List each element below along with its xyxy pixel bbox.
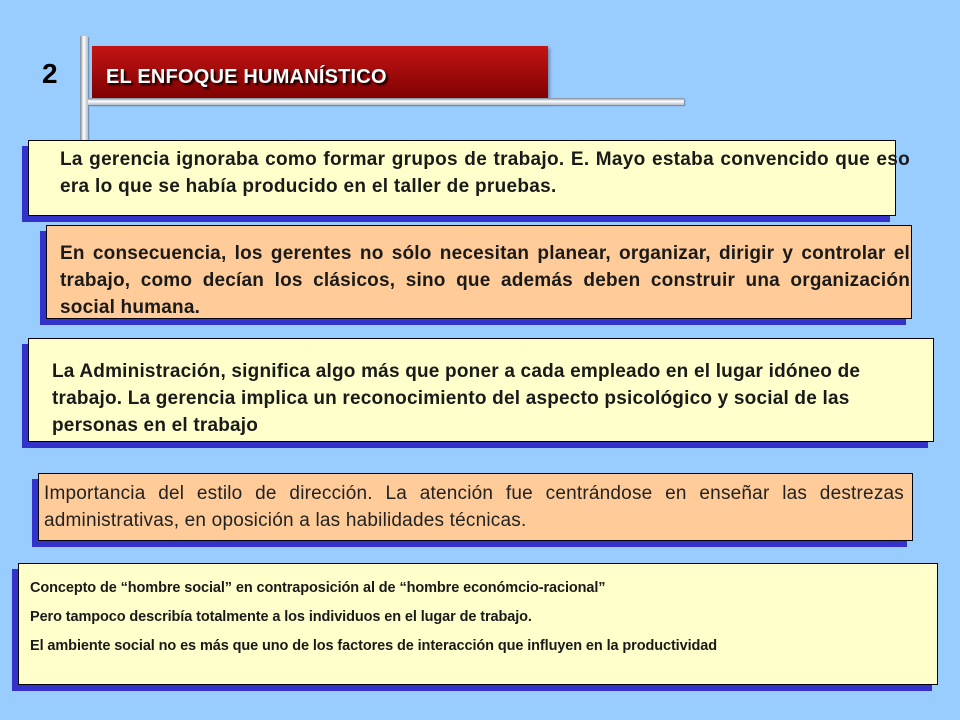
text-block-4: Importancia del estilo de dirección. La atención fue centrándose en enseñar las destrezas administrativas, en oposición a las habilidades técnicas. [44,483,904,531]
text-block-3: La Administración, significa algo más que poner a cada empleado en el lugar idóneo de trabajo. La gerencia implica un reconocimiento del aspecto psicológico y social de las personas en el trabajo [52,361,861,436]
bullet-item-3: El ambiente social no es más que uno de los factores de interacción que influyen en la productividad [30,638,717,654]
horizontal-bar [88,98,684,105]
text-block-2: En consecuencia, los gerentes no sólo necesitan planear, organizar, dirigir y controlar el trabajo, como decían los clásicos, sino que además deben construir una organización social humana. [60,243,910,318]
bullet-list [30,580,930,667]
bullet-item-1: Concepto de “hombre social” en contraposición al de “hombre económcio-racional” [30,580,606,596]
slide-title: EL ENFOQUE HUMANÍSTICO [106,66,387,88]
bullet-item-2: Pero tampoco describía totalmente a los individuos en el lugar de trabajo. [30,609,532,625]
slide-number: 2 [42,58,58,89]
text-block-1: La gerencia ignoraba como formar grupos de trabajo. E. Mayo estaba convencido que eso era lo que se había producido en el taller de pruebas. [60,149,910,197]
vertical-bar [80,36,88,140]
